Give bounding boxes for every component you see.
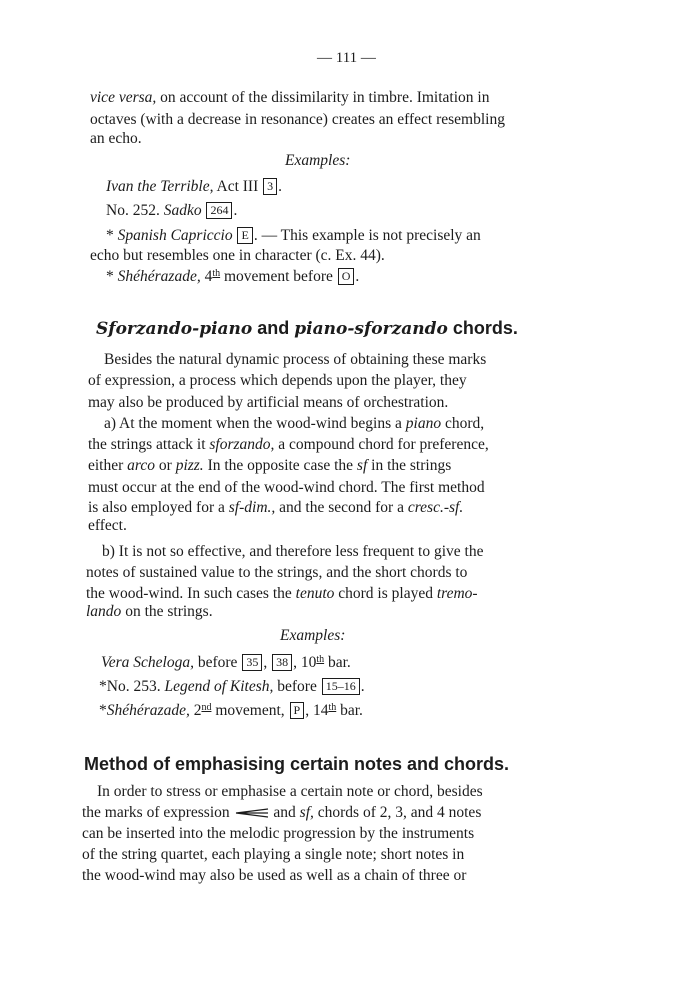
text-line: an echo. (90, 130, 142, 147)
text-line: lando on the strings. (86, 603, 213, 620)
rehearsal-mark: O (338, 268, 355, 285)
text-line: Besides the natural dynamic process of obtaining these marks (104, 351, 487, 368)
examples-label: Examples: (285, 152, 351, 169)
example-line: * Shéhérazade, 4th movement before O . (106, 268, 360, 285)
text-line: of the string quartet, each playing a single note; short notes in (82, 846, 465, 863)
examples-label: Examples: (280, 627, 346, 644)
rehearsal-mark: 35 (242, 654, 262, 671)
text-line: In order to stress or emphasise a certain note or chord, besides (97, 783, 483, 800)
text-line: may also be produced by artificial means of orchestration. (88, 394, 449, 411)
text-line: either arco or pizz. In the opposite case the sf in the strings (88, 457, 452, 474)
rehearsal-mark: 3 (263, 178, 277, 195)
rehearsal-mark: 38 (272, 654, 292, 671)
text-line: of expression, a process which depends upon the player, they (88, 372, 467, 389)
example-line: Ivan the Terrible, Act III 3 . (106, 178, 283, 195)
text-line: the marks of expression and sf, chords of 2, 3, and 4 notes (82, 804, 482, 821)
text-line: notes of sustained value to the strings, and the short chords to (86, 564, 468, 581)
example-line: No. 252. Sadko 264 . (106, 202, 238, 219)
text-line: octaves (with a decrease in resonance) creates an effect resembling (90, 111, 505, 128)
rehearsal-mark: E (237, 227, 252, 244)
rehearsal-mark: P (290, 702, 305, 719)
example-line: * Spanish Capriccio E . — This example is not precisely an (106, 227, 481, 244)
text-line: b) It is not so effective, and therefore less frequent to give the (102, 543, 484, 560)
example-line: Vera Scheloga, before 35 , 38 , 10th bar. (101, 654, 351, 671)
text-line: the wood-wind may also be used as well as a chain of three or (82, 867, 467, 884)
text-line: the wood-wind. In such cases the tenuto chord is played tremo- (86, 585, 478, 602)
page-number: — 111 — (317, 50, 376, 66)
text-line: the strings attack it sforzando, a compound chord for preference, (88, 436, 489, 453)
text-line: echo but resembles one in character (c. Ex. 44). (90, 247, 385, 264)
example-line: *Shéhérazade, 2nd movement, P , 14th bar. (99, 702, 363, 719)
rehearsal-mark: 15–16 (322, 678, 360, 695)
text-line: must occur at the end of the wood-wind chord. The first method (88, 479, 485, 496)
section-heading: Sforzando-piano and piano-sforzando chords. (96, 318, 518, 339)
text-line: effect. (88, 517, 127, 534)
text-line: a) At the moment when the wood-wind begins a piano chord, (104, 415, 485, 432)
rehearsal-mark: 264 (206, 202, 232, 219)
crescendo-hairpin-icon (234, 808, 270, 818)
text-line: can be inserted into the melodic progression by the instruments (82, 825, 475, 842)
text-line: is also employed for a sf-dim., and the second for a cresc.-sf. (88, 499, 464, 516)
text-line: vice versa, on account of the dissimilarity in timbre. Imitation in (90, 89, 490, 106)
example-line: *No. 253. Legend of Kitesh, before 15–16 . (99, 678, 365, 695)
section-heading: Method of emphasising certain notes and chords. (84, 754, 510, 774)
